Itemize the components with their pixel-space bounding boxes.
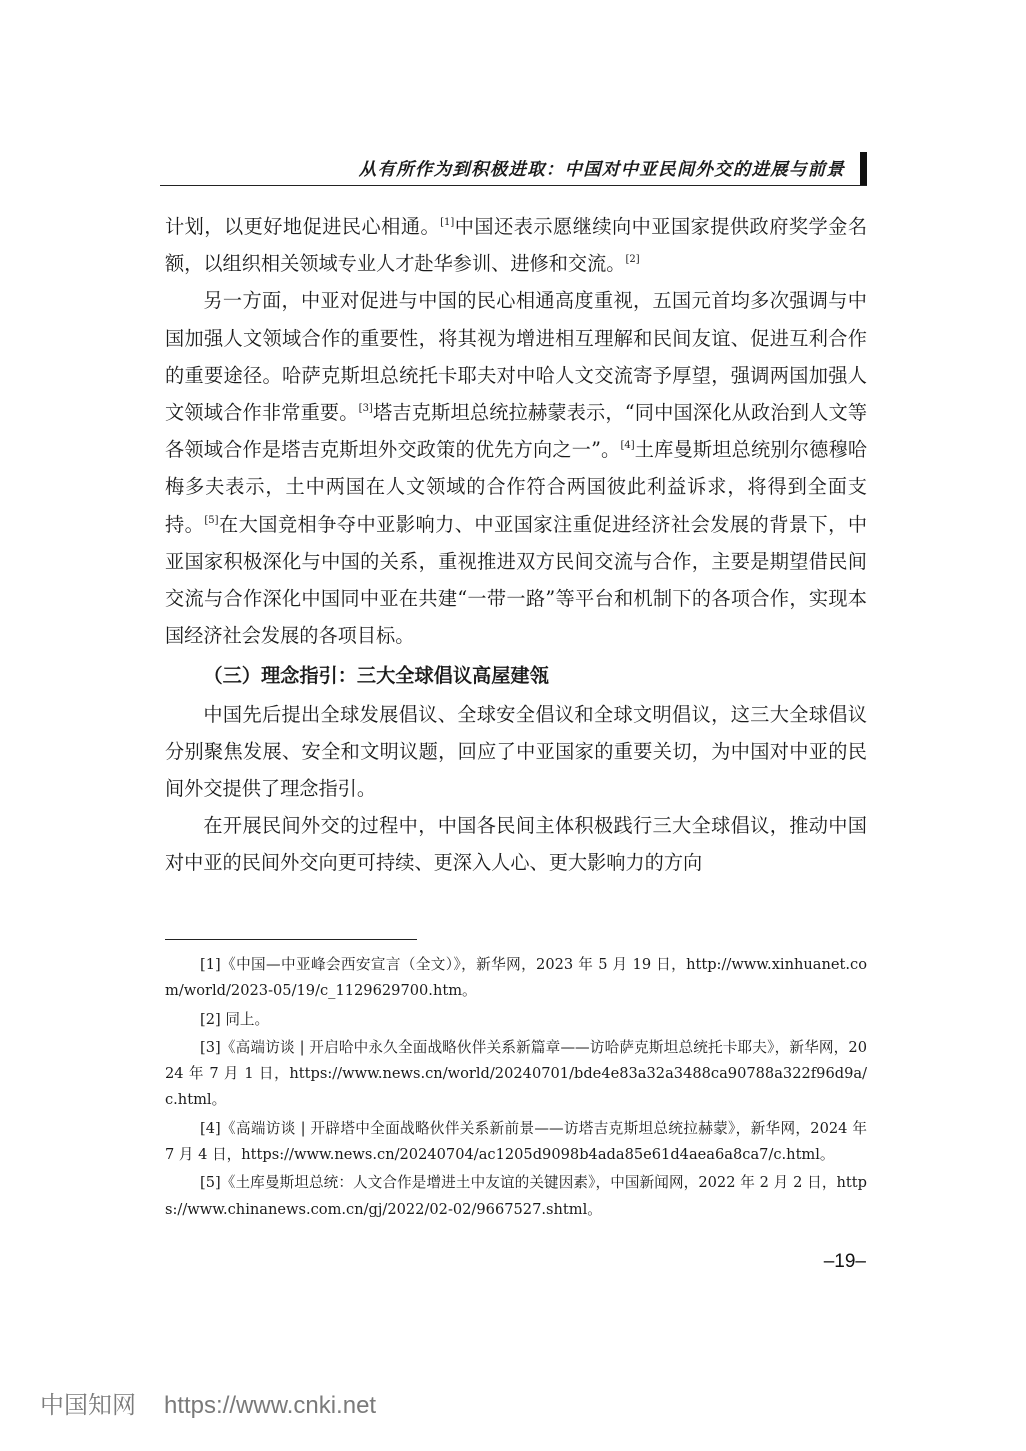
footnote-ref-5[interactable]: [5] xyxy=(204,514,219,526)
running-head-title: 从有所作为到积极进取：中国对中亚民间外交的进展与前景 xyxy=(358,160,845,180)
watermark-url: https://www.cnki.net xyxy=(164,1392,377,1419)
footnote-1: [1]《中国—中亚峰会西安宣言（全文）》，新华网，2023 年 5 月 19 日，http://www.xinhuanet.com/world/2023-05/19/c_1129629700.htm。 xyxy=(165,956,867,1000)
body-text xyxy=(165,208,867,882)
page-number: –19– xyxy=(823,1251,866,1272)
footnote-ref-4[interactable]: [4] xyxy=(620,440,635,452)
running-head xyxy=(160,152,867,186)
footnote-separator xyxy=(165,939,417,940)
watermark-brand: 中国知网 xyxy=(40,1391,136,1419)
footnote-5: [5]《土库曼斯坦总统：人文合作是增进土中友谊的关键因素》，中国新闻网，2022 年 2 月 2 日，https://www.chinanews.com.cn/gj/2022/02-02/9667527.shtml。 xyxy=(165,1174,867,1218)
paragraph-central-asia: 另一方面，中亚对促进与中国的民心相通高度重视，五国元首均多次强调与中国加强人文领域合作的重要性，将其视为增进相互理解和民间友谊、促进互利合作的重要途径。哈萨克斯坦总统托卡耶夫对中哈人文交流寄予厚望，强调两国加强人文领域合作非常重要。[3]塔吉克斯坦总统拉赫蒙表示，“同中国深化从政治到人文等各领域合作是塔吉克斯坦外交政策的优先方向之一”。[4]土库曼斯坦总统别尔德穆哈梅多夫表示，土中两国在人文领域的合作符合两国彼此利益诉求，将得到全面支持。[5]在大国竞相争夺中亚影响力、中亚国家注重促进经济社会发展的背景下，中亚国家积极深化与中国的关系，重视推进双方民间交流与合作，主要是期望借民间交流与合作深化中国同中亚在共建“一带一路”等平台和机制下的各项合作，实现本国经济社会发展的各项目标。 xyxy=(165,289,868,648)
running-head-bar xyxy=(860,152,867,186)
footnote-3: [3]《高端访谈 | 开启哈中永久全面战略伙伴关系新篇章——访哈萨克斯坦总统托卡耶夫》，新华网，2024 年 7 月 1 日，https://www.news.cn/world/20240701/bde4e83a32a3488ca90788a322f96d9a/c.html。 xyxy=(165,1038,867,1109)
footnote-ref-2[interactable]: [2] xyxy=(625,254,640,266)
footnote-2: [2] 同上。 xyxy=(200,1010,270,1028)
paragraph-practice: 在开展民间外交的过程中，中国各民间主体积极践行三大全球倡议，推动中国对中亚的民间外交向更可持续、更深入人心、更大影响力的方向 xyxy=(165,814,867,875)
watermark xyxy=(40,1385,376,1420)
running-head-rule xyxy=(160,185,867,186)
paragraph-continued: 计划，以更好地促进民心相通。[1]中国还表示愿继续向中亚国家提供政府奖学金名额，以组织相关领域专业人才赴华参训、进修和交流。[2] xyxy=(165,215,868,276)
footnote-ref-3[interactable]: [3] xyxy=(358,403,373,415)
footnotes xyxy=(165,952,867,1225)
paragraph-global-initiatives: 中国先后提出全球发展倡议、全球安全倡议和全球文明倡议，这三大全球倡议分别聚焦发展、安全和文明议题，回应了中亚国家的重要关切，为中国对中亚的民间外交提供了理念指引。 xyxy=(165,702,867,801)
footnote-4: [4]《高端访谈 | 开辟塔中全面战略伙伴关系新前景——访塔吉克斯坦总统拉赫蒙》，新华网，2024 年 7 月 4 日，https://www.news.cn/20240704/ac1205d9098b4ada85e61d4aea6a8ca7/c.html。 xyxy=(165,1119,867,1164)
footnote-ref-1[interactable]: [1] xyxy=(440,217,455,228)
section-heading: （三）理念指引：三大全球倡议高屋建瓴 xyxy=(203,664,549,688)
